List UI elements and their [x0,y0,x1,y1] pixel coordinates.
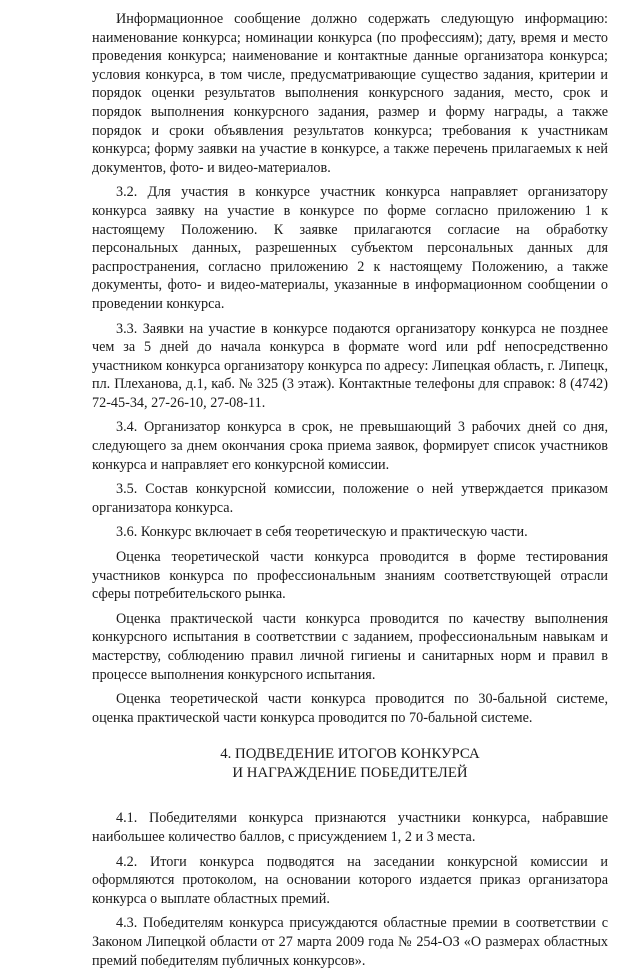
section-heading-line-1: 4. ПОДВЕДЕНИЕ ИТОГОВ КОНКУРСА [220,746,480,763]
section-heading [92,745,608,783]
paragraph-3-2: 3.2. Для участия в конкурсе участник конкурса направляет организатору конкурса заявку на участие в конкурсе по форме согласно приложению 1 к настоящему Положению. К заявке прилагаются согласие на обработку персональных данных, разрешенных субъектом персональных данных для распространения, согласно приложению 2 к настоящему Положению, а также документы, фото- и видео-материалы, указанные в информационном сообщении о проведении конкурса. [92,184,608,312]
paragraph-3-5: 3.5. Состав конкурсной комиссии, положение о ней утверждается приказом организатора конкурса. [92,481,608,516]
paragraph-practice-assessment: Оценка практической части конкурса проводится по качеству выполнения конкурсного испытания в соответствии с заданием, профессиональным навыкам и мастерству, соблюдению правил личной гигиены и санитарных норм и правил в процессе выполнения конкурсного испытания. [92,610,608,683]
section-heading-line-2: И НАГРАЖДЕНИЕ ПОБЕДИТЕЛЕЙ [232,765,468,782]
paragraph-scoring-system: Оценка теоретической части конкурса проводится по 30-бальной системе, оценка практической части конкурса проводится по 70-бальной системе. [92,691,608,726]
paragraph-3-3: 3.3. Заявки на участие в конкурсе подаются организатору конкурса не позднее чем за 5 дней до начала конкурса в формате word или pdf непосредственно участником конкурса организатору конкурса по адресу: Липецкая область, г. Липецк, пл. Плеханова, д.1, каб. № 325 (3 этаж). Контактные телефоны для справок: 8 (4742) 72-45-34, 27-26-10, 27-08-11. [92,320,608,411]
paragraph-info-message: Информационное сообщение должно содержать следующую информацию: наименование конкурса; номинации конкурса (по профессиям); дату, время и место проведения конкурса; наименование и контактные данные организатора конкурса; условия конкурса, в том числе, предусматривающие существо задания, критерии и порядок оценки результатов выполнения конкурсного задания, место, срок и порядок выполнения конкурсного задания, размер и форму награды, а также порядок и сроки объявления результатов конкурса; требования к участникам конкурса; форму заявки на участие в конкурсе, а также перечень прилагаемых к ней документов, фото- и видео-материалов. [92,11,608,176]
paragraph-3-4: 3.4. Организатор конкурса в срок, не превышающий 3 рабочих дней со дня, следующего за днем окончания срока приема заявок, формирует список участников конкурса и направляет его конкурсной комиссии. [92,419,608,473]
paragraph-4-3: 4.3. Победителям конкурса присуждаются областные премии в соответствии с Законом Липецкой области от 27 марта 2009 года № 254-ОЗ «О размерах областных премий победителям публичных конкурсов». [92,915,608,969]
paragraph-3-6: 3.6. Конкурс включает в себя теоретическую и практическую части. [116,524,528,541]
paragraph-theory-assessment: Оценка теоретической части конкурса проводится в форме тестирования участников конкурса по профессиональным знаниям соответствующей отрасли сферы потребительского рынка. [92,549,608,603]
paragraph-4-1: 4.1. Победителями конкурса признаются участники конкурса, набравшие наибольшее количество баллов, с присуждением 1, 2 и 3 места. [92,810,608,845]
paragraph-4-2: 4.2. Итоги конкурса подводятся на заседании конкурсной комиссии и оформляются протоколом, на основании которого издается приказ организатора конкурса о выплате областных премий. [92,853,608,907]
